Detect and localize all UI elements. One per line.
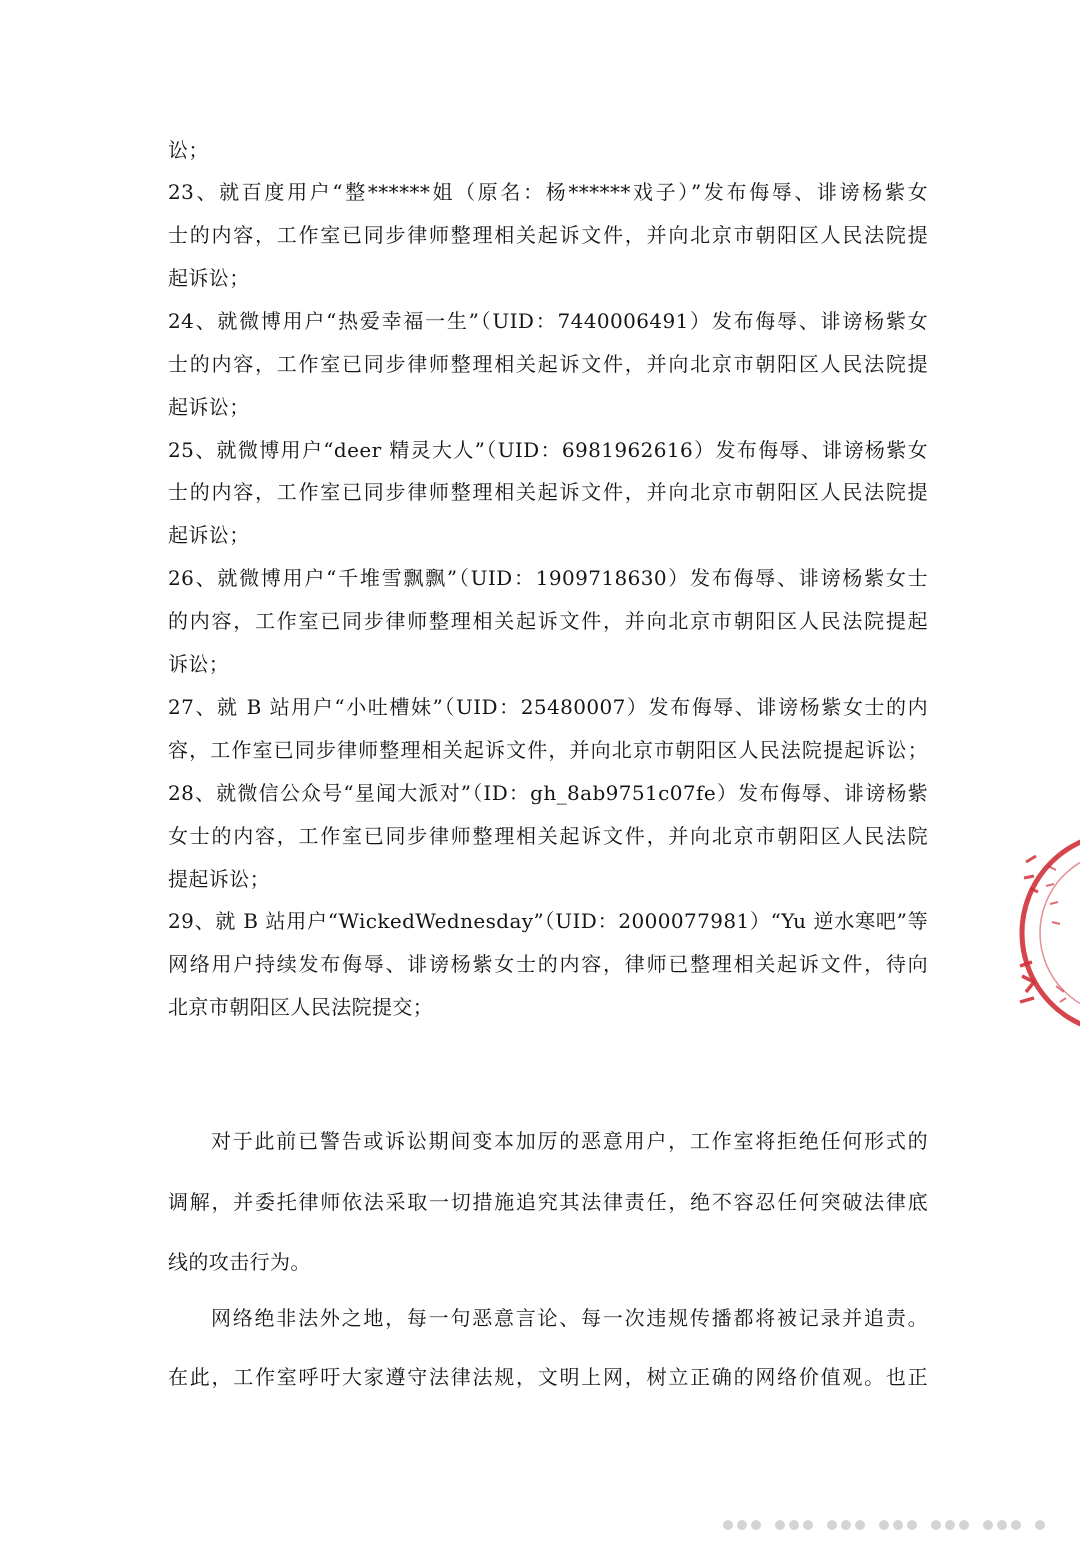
text-line-21: 北京市朝阳区人民法院提交； [168,995,434,1019]
text-line-19: 29、就 B 站用户“WickedWednesday”（UID：2000077981）“Yu 逆水寒吧”等 [168,909,928,933]
text-line-17: 女士的内容，工作室已同步律师整理相关起诉文件，并向北京市朝阳区人民法院 [168,824,928,848]
text-line-6: 士的内容，工作室已同步律师整理相关起诉文件，并向北京市朝阳区人民法院提 [168,352,928,376]
text-line-7: 起诉讼； [168,395,250,419]
text-line-15: 容，工作室已同步律师整理相关起诉文件，并向北京市朝阳区人民法院提起诉讼； [168,738,928,762]
paragraph-1-line-1: 对于此前已警告或诉讼期间变本加厉的恶意用户，工作室将拒绝任何形式的 [211,1129,928,1153]
paragraph-2-line-2: 在此，工作室呼吁大家遵守法律法规，文明上网，树立正确的网络价值观。也正 [168,1365,928,1389]
paragraph-2-line-1: 网络绝非法外之地，每一句恶意言论、每一次违规传播都将被记录并追责。 [211,1306,928,1330]
text-line-18: 提起诉讼； [168,867,270,891]
text-line-13: 诉讼； [168,652,230,676]
text-line-9: 士的内容，工作室已同步律师整理相关起诉文件，并向北京市朝阳区人民法院提 [168,480,928,504]
paragraph-1-line-2: 调解，并委托律师依法采取一切措施追究其法律责任，绝不容忍任何突破法律底 [168,1190,928,1214]
text-line-20: 网络用户持续发布侮辱、诽谤杨紫女士的内容，律师已整理相关起诉文件，待向 [168,952,928,976]
text-line-5: 24、就微博用户“热爱幸福一生”（UID：7440006491）发布侮辱、诽谤杨紫女 [168,309,928,333]
text-line-8: 25、就微博用户“deer 精灵大人”（UID：6981962616）发布侮辱、诽谤杨紫女 [168,438,928,462]
red-seal-stamp [1016,826,1080,1040]
text-line-12: 的内容，工作室已同步律师整理相关起诉文件，并向北京市朝阳区人民法院提起 [168,609,928,633]
text-line-2: 23、就百度用户“整******姐（原名：杨******戏子）”发布侮辱、诽谤杨紫女 [168,180,928,204]
text-line-11: 26、就微博用户“千堆雪飘飘”（UID：1909718630）发布侮辱、诽谤杨紫女士 [168,566,928,590]
text-line-4: 起诉讼； [168,266,250,290]
watermark-dots [718,1518,1058,1532]
text-line-16: 28、就微信公众号“星闻大派对”（ID：gh_8ab9751c07fe）发布侮辱、诽谤杨紫 [168,781,928,805]
text-line-3: 士的内容，工作室已同步律师整理相关起诉文件，并向北京市朝阳区人民法院提 [168,223,928,247]
text-line-14: 27、就 B 站用户“小吐槽妹”（UID：25480007）发布侮辱、诽谤杨紫女士的内 [168,695,928,719]
paragraph-1-line-3: 线的攻击行为。 [168,1250,311,1274]
text-line-1: 讼； [168,138,209,162]
text-line-10: 起诉讼； [168,523,250,547]
